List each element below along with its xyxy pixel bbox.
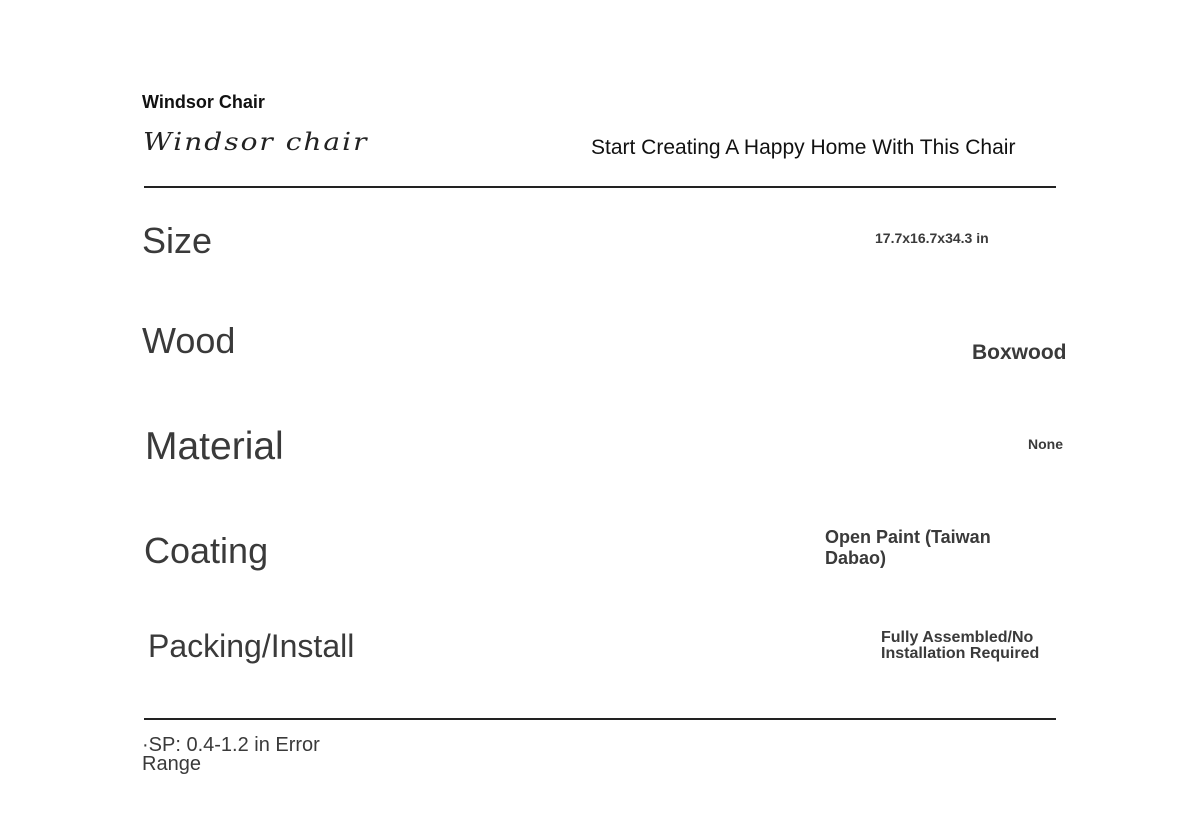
spec-label-wood: Wood [142,320,236,361]
spec-value-coating: Open Paint (Taiwan Dabao) [825,527,991,568]
spec-label-coating: Coating [144,530,269,571]
bottom-divider [144,718,1056,720]
top-divider [144,186,1056,188]
script-product-name: Windsor chair [143,128,369,157]
spec-label-material: Material [145,425,284,468]
tagline: Start Creating A Happy Home With This Chair [591,136,1016,159]
error-range-footnote: ·SP: 0.4-1.2 in Error Range [142,734,320,775]
product-name: Windsor Chair [142,92,265,112]
spec-value-size: 17.7x16.7x34.3 in [875,230,989,246]
spec-value-packing-install: Fully Assembled/No Installation Required [881,629,1040,662]
spec-value-material: None [1028,436,1063,452]
spec-label-packing-install: Packing/Install [148,628,355,664]
spec-value-wood: Boxwood [972,341,1067,364]
spec-label-size: Size [142,220,213,261]
